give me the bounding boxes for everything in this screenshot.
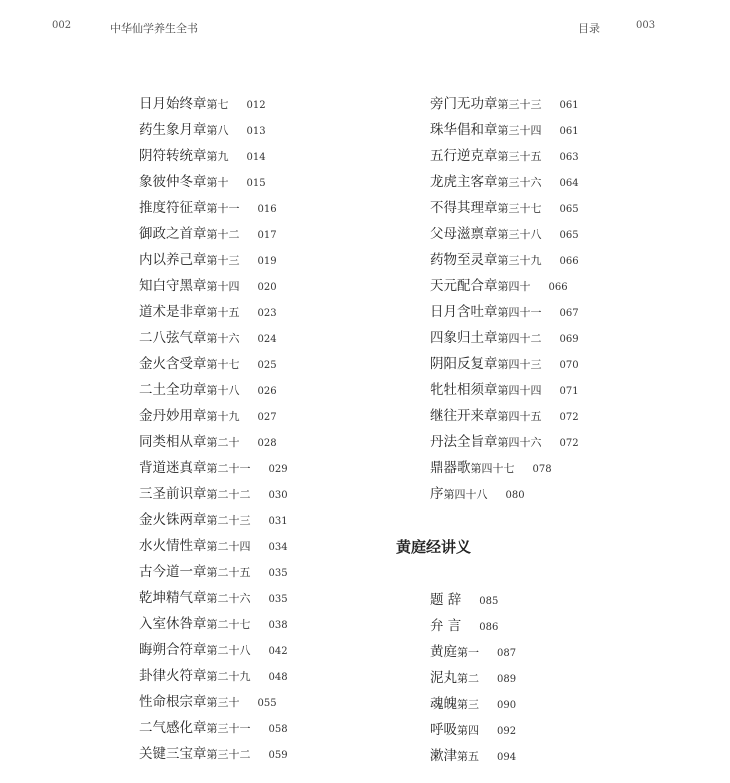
toc-entry-title: 牝牡相须章 (430, 382, 498, 398)
toc-entry-title: 阴阳反复章 (430, 356, 498, 372)
toc-entry-page: 048 (268, 672, 288, 683)
toc-entry (139, 484, 288, 510)
toc-entry (430, 172, 579, 198)
toc-entry-chapter: 第四 (457, 724, 479, 737)
toc-entry (139, 328, 288, 354)
toc-entry-title: 父母滋禀章 (430, 226, 498, 242)
toc-entry-chapter: 第四十七 (470, 462, 515, 475)
toc-entry-chapter: 第十六 (206, 332, 240, 345)
toc-entry-page: 066 (559, 256, 579, 267)
toc-entry-page: 086 (479, 622, 499, 633)
toc-entry-page: 034 (268, 542, 288, 553)
toc-entry-title: 呼吸 (430, 722, 457, 738)
toc-entry-chapter: 第十 (206, 176, 229, 189)
toc-entry (139, 536, 288, 562)
toc-entry-chapter: 第四十三 (497, 358, 542, 371)
section-heading: 黄庭经讲义 (396, 538, 472, 556)
toc-entry (430, 354, 579, 380)
toc-entry-page: 023 (257, 308, 277, 319)
toc-entry-title: 鼎器歌 (430, 460, 471, 476)
toc-right-column (430, 94, 579, 510)
toc-entry-title: 题 辞 (430, 592, 462, 608)
toc-entry (139, 510, 288, 536)
toc-entry-title: 继往开来章 (430, 408, 498, 424)
toc-entry (430, 484, 579, 510)
toc-entry-chapter: 第八 (206, 124, 229, 137)
toc-entry (430, 458, 579, 484)
toc-entry-page: 072 (559, 412, 579, 423)
toc-entry (139, 120, 288, 146)
toc-entry-chapter: 第十二 (206, 228, 240, 241)
toc-entry-page: 014 (246, 152, 266, 163)
toc-entry-page: 061 (559, 126, 579, 137)
toc-entry (139, 692, 288, 718)
toc-entry-chapter: 第三十二 (206, 748, 251, 761)
toc-entry-chapter: 第二十二 (206, 488, 251, 501)
toc-entry-title: 泥丸 (430, 670, 457, 686)
toc-entry-chapter: 第三十三 (497, 98, 542, 111)
toc-entry (139, 458, 288, 484)
toc-entry-chapter: 第三十七 (497, 202, 542, 215)
toc-entry (430, 276, 579, 302)
toc-left-column (139, 94, 288, 770)
toc-entry-chapter: 第四十四 (497, 384, 542, 397)
toc-entry (430, 328, 579, 354)
toc-entry (430, 668, 516, 694)
toc-entry-chapter: 第五 (457, 750, 479, 763)
toc-entry-page: 085 (479, 596, 499, 607)
toc-entry (430, 250, 579, 276)
toc-entry (430, 720, 516, 746)
book-title: 中华仙学养生全书 (110, 22, 198, 35)
left-page-number: 002 (52, 20, 72, 31)
toc-entry-page: 055 (257, 698, 277, 709)
toc-entry-title: 旁门无功章 (430, 96, 498, 112)
toc-entry-page: 061 (559, 100, 579, 111)
toc-entry-chapter: 第十八 (206, 384, 240, 397)
toc-entry (139, 224, 288, 250)
toc-entry-title: 四象归土章 (430, 330, 498, 346)
toc-entry-title: 乾坤精气章 (139, 590, 207, 606)
toc-entry-title: 金丹妙用章 (139, 408, 207, 424)
toc-entry (430, 616, 516, 642)
toc-entry-page: 094 (497, 752, 517, 763)
toc-entry-chapter: 第二十三 (206, 514, 251, 527)
toc-entry-chapter: 第二十六 (206, 592, 251, 605)
toc-entry-title: 金火含受章 (139, 356, 207, 372)
toc-entry-page: 072 (559, 438, 579, 449)
toc-entry-page: 030 (268, 490, 288, 501)
toc-entry (430, 198, 579, 224)
toc-entry-chapter: 第十五 (206, 306, 240, 319)
toc-entry-page: 066 (548, 282, 568, 293)
toc-entry-title: 黄庭 (430, 644, 457, 660)
toc-entry-page: 042 (268, 646, 288, 657)
toc-entry-chapter: 第二十四 (206, 540, 251, 553)
toc-entry-chapter: 第三十九 (497, 254, 542, 267)
toc-entry-chapter: 第三十六 (497, 176, 542, 189)
toc-entry (430, 432, 579, 458)
toc-entry (139, 666, 288, 692)
toc-entry (139, 146, 288, 172)
toc-entry-page: 012 (246, 100, 266, 111)
toc-entry (139, 276, 288, 302)
toc-entry-chapter: 第十九 (206, 410, 240, 423)
toc-entry-page: 013 (246, 126, 266, 137)
toc-entry-page: 017 (257, 230, 277, 241)
toc-entry-page: 087 (497, 648, 517, 659)
toc-entry-chapter: 第二十八 (206, 644, 251, 657)
toc-entry-page: 035 (268, 568, 288, 579)
toc-entry (430, 146, 579, 172)
toc-entry-page: 026 (257, 386, 277, 397)
toc-entry-chapter: 第四十 (497, 280, 531, 293)
toc-entry-chapter: 第四十六 (497, 436, 542, 449)
toc-entry-chapter: 第四十五 (497, 410, 542, 423)
toc-entry-chapter: 第三十四 (497, 124, 542, 137)
toc-entry-chapter: 第三 (457, 698, 479, 711)
toc-entry-page: 015 (246, 178, 266, 189)
toc-entry-title: 二气感化章 (139, 720, 207, 736)
toc-entry-title: 古今道一章 (139, 564, 207, 580)
toc-entry-title: 同类相从章 (139, 434, 207, 450)
toc-entry-chapter: 第二十一 (206, 462, 251, 475)
toc-entry-title: 入室休咎章 (139, 616, 207, 632)
toc-entry (430, 642, 516, 668)
toc-entry (430, 120, 579, 146)
toc-entry (430, 94, 579, 120)
toc-entry (430, 590, 516, 616)
toc-entry-chapter: 第四十二 (497, 332, 542, 345)
toc-entry-title: 背道迷真章 (139, 460, 207, 476)
toc-entry-page: 065 (559, 230, 579, 241)
toc-entry-chapter: 第九 (206, 150, 229, 163)
toc-entry-title: 御政之首章 (139, 226, 207, 242)
toc-entry-chapter: 第十三 (206, 254, 240, 267)
toc-entry-page: 070 (559, 360, 579, 371)
toc-entry (139, 172, 288, 198)
toc-entry (139, 198, 288, 224)
toc-entry-page: 089 (497, 674, 517, 685)
toc-entry-title: 三圣前识章 (139, 486, 207, 502)
toc-entry-chapter: 第七 (206, 98, 229, 111)
toc-entry-page: 080 (505, 490, 525, 501)
toc-entry (139, 94, 288, 120)
toc-entry-chapter: 第四十一 (497, 306, 542, 319)
toc-entry (139, 744, 288, 770)
toc-entry-title: 象彼仲冬章 (139, 174, 207, 190)
toc-entry-title: 弁 言 (430, 618, 462, 634)
toc-entry-page: 027 (257, 412, 277, 423)
toc-entry-page: 025 (257, 360, 277, 371)
toc-entry-title: 二土全功章 (139, 382, 207, 398)
toc-entry (139, 640, 288, 666)
toc-entry-page: 071 (559, 386, 579, 397)
toc-entry-title: 龙虎主客章 (430, 174, 498, 190)
toc-entry (139, 432, 288, 458)
toc-entry-title: 金火铢两章 (139, 512, 207, 528)
toc-entry (139, 380, 288, 406)
toc-entry-title: 漱津 (430, 748, 457, 764)
toc-entry-title: 日月含吐章 (430, 304, 498, 320)
toc-entry-page: 035 (268, 594, 288, 605)
toc-entry-title: 知白守黑章 (139, 278, 207, 294)
toc-entry-chapter: 第四十八 (443, 488, 488, 501)
toc-entry-page: 029 (268, 464, 288, 475)
toc-entry-chapter: 第二十 (206, 436, 240, 449)
toc-entry (139, 614, 288, 640)
toc-entry (139, 406, 288, 432)
right-page-number: 003 (636, 20, 656, 31)
toc-entry (139, 588, 288, 614)
toc-entry-page: 078 (532, 464, 552, 475)
toc-entry-title: 二八弦气章 (139, 330, 207, 346)
toc-entry-title: 道术是非章 (139, 304, 207, 320)
toc-entry-title: 药生象月章 (139, 122, 207, 138)
toc-entry-chapter: 第二十九 (206, 670, 251, 683)
toc-entry-chapter: 第十七 (206, 358, 240, 371)
toc-entry-chapter: 第三十 (206, 696, 240, 709)
toc-entry-page: 028 (257, 438, 277, 449)
toc-entry-title: 卦律火符章 (139, 668, 207, 684)
toc-entry-page: 024 (257, 334, 277, 345)
toc-entry-title: 关键三宝章 (139, 746, 207, 762)
toc-entry-page: 031 (268, 516, 288, 527)
toc-entry-chapter: 第三十一 (206, 722, 251, 735)
toc-entry-title: 推度符征章 (139, 200, 207, 216)
toc-entry-page: 016 (257, 204, 277, 215)
toc-entry-page: 059 (268, 750, 288, 761)
toc-entry-chapter: 第二 (457, 672, 479, 685)
toc-entry-page: 064 (559, 178, 579, 189)
toc-entry (139, 302, 288, 328)
toc-entry (139, 562, 288, 588)
toc-entry (430, 380, 579, 406)
toc-entry-chapter: 第三十八 (497, 228, 542, 241)
toc-entry-title: 晦朔合符章 (139, 642, 207, 658)
toc-entry (139, 718, 288, 744)
toc-entry (430, 302, 579, 328)
toc-entry-title: 五行逆克章 (430, 148, 498, 164)
toc-entry-chapter: 第十四 (206, 280, 240, 293)
toc-entry-page: 092 (497, 726, 517, 737)
toc-entry-title: 魂魄 (430, 696, 457, 712)
toc-entry (430, 224, 579, 250)
toc-entry-chapter: 第二十五 (206, 566, 251, 579)
toc-entry-title: 不得其理章 (430, 200, 498, 216)
toc-entry-title: 阴符转统章 (139, 148, 207, 164)
toc-entry-title: 珠华倡和章 (430, 122, 498, 138)
toc-section2-list (430, 590, 516, 772)
toc-entry-page: 067 (559, 308, 579, 319)
toc-entry-title: 日月始终章 (139, 96, 207, 112)
toc-entry (139, 354, 288, 380)
toc-entry-page: 069 (559, 334, 579, 345)
toc-entry-chapter: 第一 (457, 646, 479, 659)
toc-entry-page: 038 (268, 620, 288, 631)
toc-entry-chapter: 第二十七 (206, 618, 251, 631)
toc-entry-title: 内以养己章 (139, 252, 207, 268)
toc-entry-title: 序 (430, 486, 444, 502)
toc-entry-page: 090 (497, 700, 517, 711)
toc-entry-page: 063 (559, 152, 579, 163)
toc-entry (139, 250, 288, 276)
toc-entry-title: 性命根宗章 (139, 694, 207, 710)
section-title-header: 目录 (578, 22, 600, 35)
toc-entry-page: 019 (257, 256, 277, 267)
toc-entry-title: 天元配合章 (430, 278, 498, 294)
toc-entry-chapter: 第十一 (206, 202, 240, 215)
toc-entry-page: 065 (559, 204, 579, 215)
toc-entry-title: 药物至灵章 (430, 252, 498, 268)
toc-entry-title: 水火情性章 (139, 538, 207, 554)
toc-entry-title: 丹法全旨章 (430, 434, 498, 450)
toc-entry (430, 406, 579, 432)
toc-entry-page: 058 (268, 724, 288, 735)
toc-entry-page: 020 (257, 282, 277, 293)
toc-entry-chapter: 第三十五 (497, 150, 542, 163)
toc-entry (430, 746, 516, 772)
toc-entry (430, 694, 516, 720)
